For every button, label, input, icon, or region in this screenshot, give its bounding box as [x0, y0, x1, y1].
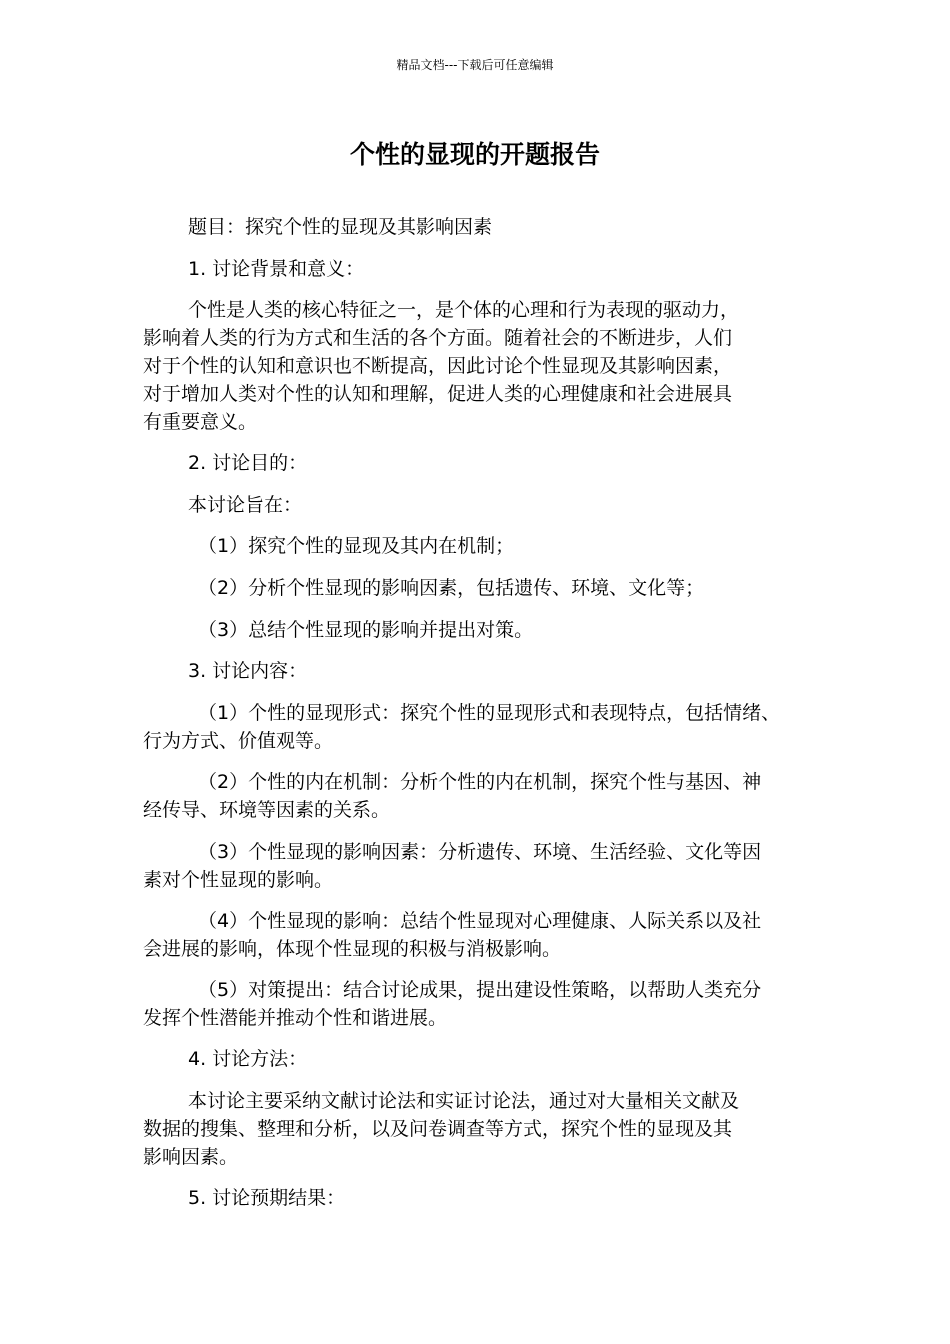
section3-item-line: （1）个性的显现形式：探究个性的显现形式和表现特点，包括情绪、 [198, 702, 781, 724]
section2-item: （2）分析个性显现的影响因素，包括遗传、环境、文化等； [198, 577, 705, 599]
section3-item-line: 经传导、环境等因素的关系。 [143, 799, 391, 821]
section2-item: （3）总结个性显现的影响并提出对策。 [198, 619, 534, 641]
section2-intro: 本讨论旨在： [188, 494, 303, 516]
section4-heading: 4. 讨论方法： [188, 1048, 308, 1070]
section2-item: （1）探究个性的显现及其内在机制； [198, 535, 515, 557]
section1-para-line: 对于增加人类对个性的认知和理解，促进人类的心理健康和社会进展具 [143, 383, 733, 405]
header-note: 精品文档---下载后可任意编辑 [396, 58, 554, 72]
section5-heading: 5. 讨论预期结果： [188, 1187, 346, 1209]
section3-item-line: 行为方式、价值观等。 [143, 730, 334, 752]
section3-item-line: 发挥个性潜能并推动个性和谐进展。 [143, 1007, 448, 1029]
section3-item-line: 会进展的影响，体现个性显现的积极与消极影响。 [143, 938, 562, 960]
section4-para-line: 本讨论主要采纳文献讨论法和实证讨论法，通过对大量相关文献及 [188, 1090, 740, 1112]
section3-heading: 3. 讨论内容： [188, 660, 308, 682]
section3-item-line: （2）个性的内在机制：分析个性的内在机制，探究个性与基因、神 [198, 771, 762, 793]
section1-para-line: 有重要意义。 [143, 411, 258, 433]
section4-para-line: 影响因素。 [143, 1146, 239, 1168]
section3-item-line: （4）个性显现的影响：总结个性显现对心理健康、人际关系以及社 [198, 910, 762, 932]
section1-heading: 1. 讨论背景和意义： [188, 258, 365, 280]
section1-para-line: 影响着人类的行为方式和生活的各个方面。随着社会的不断进步，人们 [143, 327, 733, 349]
section4-para-line: 数据的搜集、整理和分析，以及问卷调查等方式，探究个性的显现及其 [143, 1118, 733, 1140]
section3-item-line: 素对个性显现的影响。 [143, 869, 334, 891]
section2-heading: 2. 讨论目的： [188, 452, 308, 474]
topic-line: 题目：探究个性的显现及其影响因素 [188, 216, 493, 238]
section1-para-line: 个性是人类的核心特征之一，是个体的心理和行为表现的驱动力， [188, 299, 740, 321]
section3-item-line: （5）对策提出：结合讨论成果，提出建设性策略，以帮助人类充分 [198, 979, 762, 1001]
section3-item-line: （3）个性显现的影响因素：分析遗传、环境、生活经验、文化等因 [198, 841, 762, 863]
document-title: 个性的显现的开题报告 [349, 140, 600, 169]
section1-para-line: 对于个性的认知和意识也不断提高，因此讨论个性显现及其影响因素， [143, 355, 733, 377]
